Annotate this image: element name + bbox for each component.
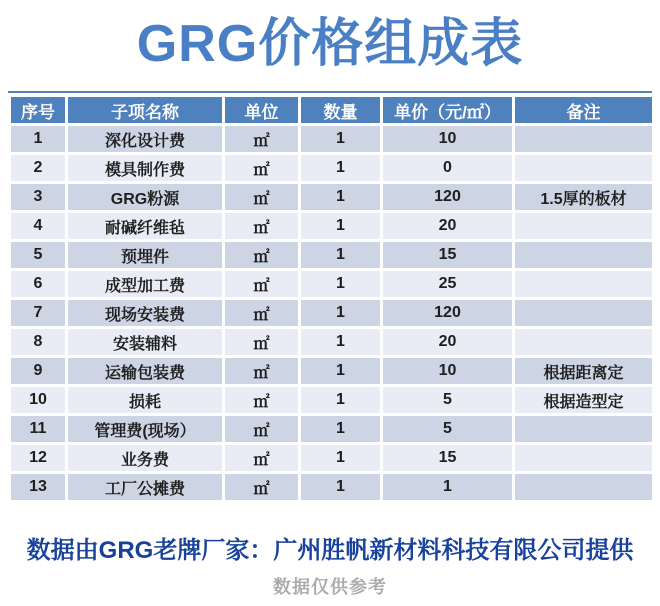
column-header: 子项名称 [68,97,222,123]
header-row [11,97,652,123]
table-cell: 10 [11,387,65,413]
table-cell: 10 [383,126,512,152]
disclaimer-text: 数据仅供参考 [273,577,387,597]
table-row [11,184,652,210]
table-row [11,300,652,326]
table-cell: 120 [383,184,512,210]
table-cell: 20 [383,213,512,239]
table-row [11,387,652,413]
table-cell: 管理费(现场） [68,416,222,442]
column-header: 数量 [301,97,380,123]
table-cell: ㎡ [225,126,298,152]
table-cell: 成型加工费 [68,271,222,297]
table-cell: 根据造型定 [515,387,652,413]
table-cell: 1 [11,126,65,152]
table-cell: 1 [301,445,380,471]
table-cell: 根据距离定 [515,358,652,384]
table-cell: 1 [301,271,380,297]
table-cell [515,445,652,471]
table-cell: 5 [11,242,65,268]
table-row [11,445,652,471]
table-cell: 20 [383,329,512,355]
price-table [8,94,655,503]
table-cell: ㎡ [225,358,298,384]
column-header: 备注 [515,97,652,123]
table-cell: 0 [383,155,512,181]
table-cell: 1 [301,387,380,413]
table-cell [515,126,652,152]
column-header: 单位 [225,97,298,123]
page-title: GRG价格组成表 [136,15,524,73]
table-cell [515,155,652,181]
table-cell [515,329,652,355]
table-cell [515,242,652,268]
table-cell [515,271,652,297]
table-cell: ㎡ [225,445,298,471]
table-row [11,242,652,268]
table-cell: 2 [11,155,65,181]
table-row [11,155,652,181]
table-cell: 工厂公摊费 [68,474,222,500]
table-top-border [8,91,652,93]
table-cell: 1 [301,213,380,239]
table-cell [515,300,652,326]
table-cell: 1 [301,126,380,152]
table-cell: ㎡ [225,155,298,181]
table-cell: 模具制作费 [68,155,222,181]
table-cell: 1 [301,329,380,355]
table-cell: 1 [301,474,380,500]
table-cell: 5 [383,387,512,413]
table-cell: 1 [383,474,512,500]
table-cell: 深化设计费 [68,126,222,152]
table-cell: 11 [11,416,65,442]
column-header: 单价（元/㎡） [383,97,512,123]
table-cell: 1 [301,184,380,210]
table-cell: 耐碱纤维毡 [68,213,222,239]
table-cell: 1 [301,358,380,384]
table-cell: 预埋件 [68,242,222,268]
column-header: 序号 [11,97,65,123]
table-cell: 7 [11,300,65,326]
table-cell [515,213,652,239]
table-cell: 1 [301,416,380,442]
table-cell: 6 [11,271,65,297]
table-cell: 1 [301,242,380,268]
table-cell: ㎡ [225,387,298,413]
table-cell: ㎡ [225,213,298,239]
table-cell: 3 [11,184,65,210]
table-cell: 运输包装费 [68,358,222,384]
table-cell: 5 [383,416,512,442]
table-row [11,329,652,355]
table-cell: ㎡ [225,329,298,355]
table-cell: ㎡ [225,242,298,268]
table-cell: 120 [383,300,512,326]
table-cell: ㎡ [225,271,298,297]
table-cell: 9 [11,358,65,384]
table-cell [515,474,652,500]
table-cell: 1 [301,155,380,181]
table-cell: 业务费 [68,445,222,471]
table-cell: 15 [383,445,512,471]
table-row [11,213,652,239]
table-body [11,126,652,500]
table-cell: GRG粉源 [68,184,222,210]
table-cell: 安装辅料 [68,329,222,355]
table-cell: 15 [383,242,512,268]
table-cell: 12 [11,445,65,471]
table-row [11,474,652,500]
table-cell: ㎡ [225,474,298,500]
table-row [11,358,652,384]
table-cell: 8 [11,329,65,355]
table-cell [515,416,652,442]
table-cell: 10 [383,358,512,384]
price-table-container [8,91,652,503]
table-cell: 25 [383,271,512,297]
table-cell: 现场安装费 [68,300,222,326]
table-row [11,126,652,152]
table-row [11,271,652,297]
table-cell: 1.5厚的板材 [515,184,652,210]
table-cell: 1 [301,300,380,326]
table-cell: ㎡ [225,184,298,210]
footer-source-text: 数据由GRG老牌厂家：广州胜帆新材料科技有限公司提供 [26,537,634,564]
table-cell: 13 [11,474,65,500]
table-cell: 损耗 [68,387,222,413]
table-cell: ㎡ [225,416,298,442]
table-row [11,416,652,442]
table-cell: 4 [11,213,65,239]
table-cell: ㎡ [225,300,298,326]
